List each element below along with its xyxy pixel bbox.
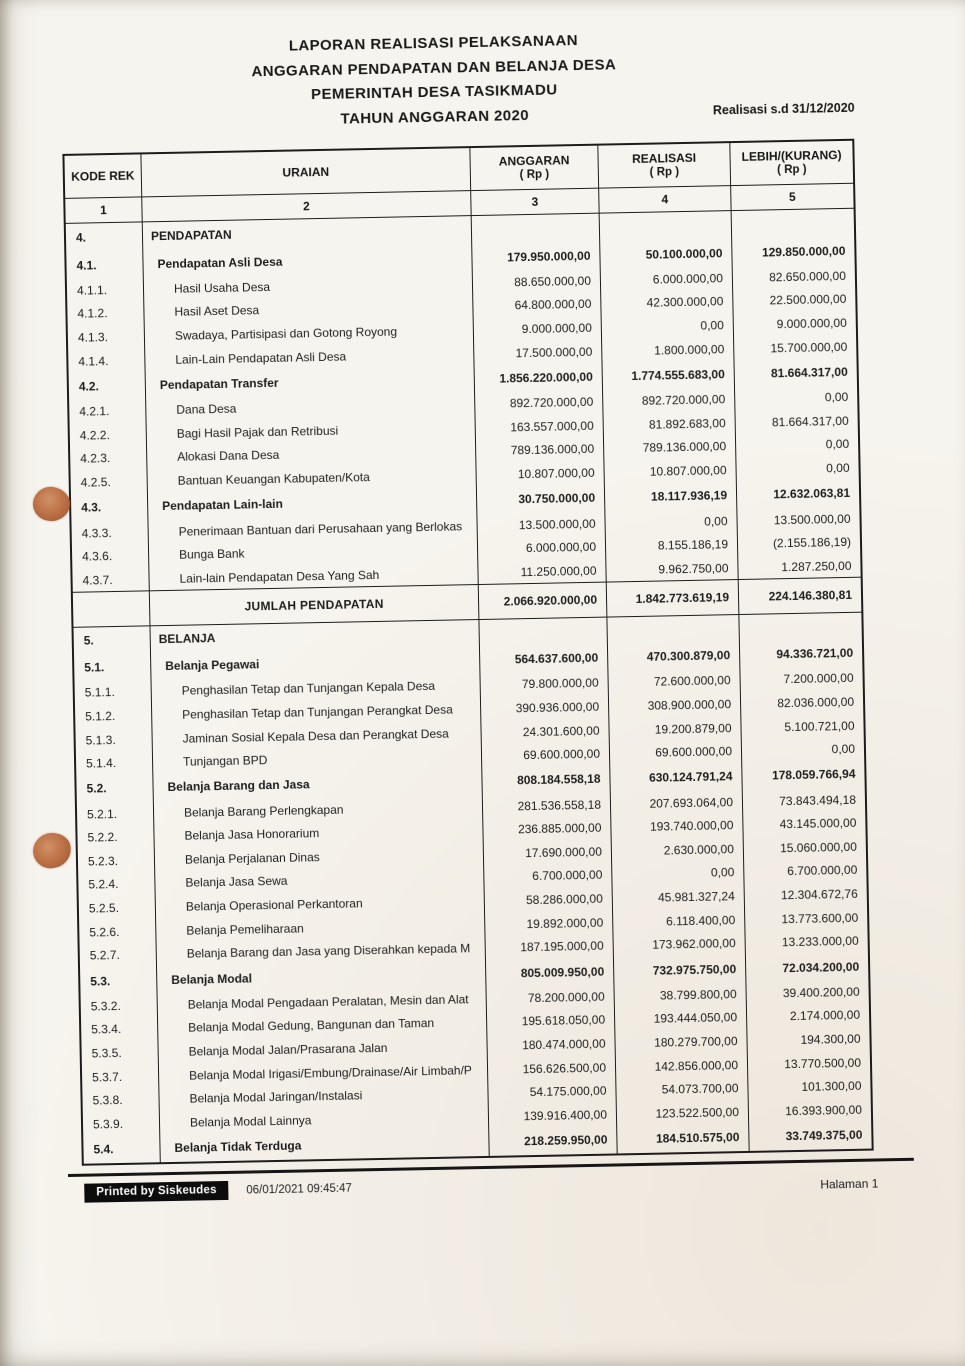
row-code: 5.1. xyxy=(84,660,105,675)
row-anggaran: 892.720.000,00 xyxy=(474,390,602,416)
row-realisasi: 54.073.700,00 xyxy=(615,1076,747,1102)
row-uraian: Penerimaan Bantuan dari Perusahaan yang Berlokas xyxy=(147,514,476,544)
row-anggaran: 58.286.000,00 xyxy=(484,887,612,913)
row-anggaran: 6.000.000,00 xyxy=(477,535,605,561)
col-number-2: 2 xyxy=(141,190,470,221)
row-lebih-kurang: 13.233.000,00 xyxy=(744,929,867,955)
row-lebih-kurang: (2.155.186,19) xyxy=(737,530,860,556)
row-anggaran: 79.800.000,00 xyxy=(479,671,607,697)
row-code: 4. xyxy=(75,230,87,245)
row-code: 4.1.3. xyxy=(77,330,109,345)
row-realisasi: 193.740.000,00 xyxy=(610,813,742,839)
row-lebih-kurang: 13.773.600,00 xyxy=(744,905,867,931)
row-anggaran: 19.892.000,00 xyxy=(484,910,612,936)
row-realisasi: 10.807.000,00 xyxy=(603,458,735,484)
row-code: 4.2.3. xyxy=(80,451,111,466)
row-lebih-kurang: 224.146.380,81 xyxy=(738,576,862,614)
row-lebih-kurang: 39.400.200,00 xyxy=(745,980,868,1006)
row-uraian: Hasil Aset Desa xyxy=(143,295,472,325)
row-lebih-kurang: 22.500.000,00 xyxy=(732,287,855,313)
row-anggaran: 2.066.920.000,00 xyxy=(478,581,607,619)
row-realisasi: 1.774.555.683,00 xyxy=(602,360,734,390)
col-number-1: 1 xyxy=(65,196,141,222)
row-anggaran: 64.800.000,00 xyxy=(472,292,600,318)
row-lebih-kurang: 73.843.494,18 xyxy=(742,788,865,814)
row-lebih-kurang: 82.650.000,00 xyxy=(732,264,855,290)
report-title-line-4: TAHUN ANGGARAN 2020 xyxy=(340,106,530,128)
row-realisasi: 308.900.000,00 xyxy=(608,692,740,718)
row-code: 5.3. xyxy=(90,973,111,989)
row-realisasi: 1.800.000,00 xyxy=(601,337,733,363)
row-uraian: Belanja Modal Irigasi/Embung/Drainase/Air Limbah/P xyxy=(158,1058,487,1088)
row-realisasi: 45.981.327,24 xyxy=(612,884,744,910)
row-uraian: Belanja Jasa Honorarium xyxy=(153,818,482,848)
row-realisasi: 207.693.064,00 xyxy=(610,790,742,816)
row-anggaran: 187.195.000,00 xyxy=(484,934,612,960)
row-code: 5.3.8. xyxy=(92,1093,123,1108)
row-uraian: Belanja Modal xyxy=(156,960,485,993)
row-uraian: Pendapatan Asli Desa xyxy=(142,244,471,277)
row-lebih-kurang: 13.770.500,00 xyxy=(747,1050,870,1076)
row-uraian: PENDAPATAN xyxy=(142,216,471,250)
row-anggaran: 1.856.220.000,00 xyxy=(474,363,602,392)
row-uraian: Belanja Modal Gedung, Bangunan dan Taman xyxy=(157,1011,486,1041)
row-code: 5.2.4. xyxy=(88,877,119,893)
col-header-uraian: URAIAN xyxy=(140,148,470,196)
row-realisasi: 69.600.000,00 xyxy=(609,739,741,765)
row-uraian: JUMLAH PENDAPATAN xyxy=(149,584,479,626)
row-realisasi: 173.962.000,00 xyxy=(612,931,744,957)
row-code: 4.1. xyxy=(76,257,97,273)
row-uraian: Lain-Lain Pendapatan Asli Desa xyxy=(144,342,473,372)
row-realisasi: 470.300.879,00 xyxy=(607,642,739,672)
row-code: 4.1.2. xyxy=(77,306,108,322)
row-realisasi: 0,00 xyxy=(611,861,743,887)
row-lebih-kurang: 16.393.900,00 xyxy=(748,1098,871,1124)
report-title-line-1: LAPORAN REALISASI PELAKSANAAN xyxy=(288,32,579,55)
row-lebih-kurang: 1.287.250,00 xyxy=(737,554,860,580)
row-lebih-kurang: 7.200.000,00 xyxy=(739,666,862,692)
row-code: 5.2. xyxy=(86,781,107,796)
row-code: 5.1.1. xyxy=(84,685,115,700)
row-realisasi: 0,00 xyxy=(604,509,736,535)
row-uraian: Belanja Jasa Sewa xyxy=(154,866,483,896)
row-uraian: Tunjangan BPD xyxy=(152,744,481,774)
row-uraian: Jaminan Sosial Kepala Desa dan Perangkat Desa xyxy=(151,721,480,751)
row-lebih-kurang: 0,00 xyxy=(734,385,857,411)
row-uraian: Penghasilan Tetap dan Tunjangan Kepala Desa xyxy=(151,674,480,704)
row-anggaran: 17.500.000,00 xyxy=(473,339,601,365)
row-anggaran: 789.136.000,00 xyxy=(475,437,603,463)
row-realisasi: 142.856.000,00 xyxy=(615,1053,747,1079)
row-uraian: Swadaya, Partisipasi dan Gotong Royong xyxy=(144,318,473,348)
row-lebih-kurang: 0,00 xyxy=(735,432,858,458)
row-uraian: Lain-lain Pendapatan Desa Yang Sah xyxy=(148,561,477,591)
report-title-line-3: PEMERINTAH DESA TASIKMADU xyxy=(310,81,558,104)
row-uraian: Penghasilan Tetap dan Tunjangan Perangkat Desa xyxy=(151,697,480,727)
col-number-5: 5 xyxy=(730,183,853,210)
row-uraian: Pendapatan Transfer xyxy=(145,365,474,398)
row-uraian: Belanja Modal Lainnya xyxy=(159,1105,488,1135)
row-anggaran: 390.936.000,00 xyxy=(480,695,608,721)
row-code: 5.2.6. xyxy=(89,924,120,940)
row-uraian: Belanja Modal Jaringan/Instalasi xyxy=(158,1081,487,1111)
row-uraian: Dana Desa xyxy=(145,392,474,422)
report-title-line-2: ANGGARAN PENDAPATAN DAN BELANJA DESA xyxy=(251,55,617,80)
row-realisasi: 2.630.000,00 xyxy=(611,837,743,863)
row-uraian: Alokasi Dana Desa xyxy=(146,440,475,470)
row-lebih-kurang: 129.850.000,00 xyxy=(731,237,854,266)
row-uraian: Belanja Operasional Perkantoran xyxy=(155,889,484,919)
row-code: 5.2.1. xyxy=(86,806,118,822)
row-realisasi: 42.300.000,00 xyxy=(600,290,732,316)
printed-by-badge: Printed by Siskeudes xyxy=(84,1181,229,1203)
row-lebih-kurang: 94.336.721,00 xyxy=(739,639,862,668)
row-anggaran: 78.200.000,00 xyxy=(485,985,613,1011)
row-lebih-kurang: 12.304.672,76 xyxy=(744,882,867,908)
row-realisasi: 732.975.750,00 xyxy=(613,955,745,985)
row-anggaran: 17.690.000,00 xyxy=(483,840,611,866)
row-anggaran: 69.600.000,00 xyxy=(481,742,609,768)
row-lebih-kurang: 81.664.317,00 xyxy=(733,358,856,387)
row-uraian: Belanja Barang dan Jasa xyxy=(152,768,481,801)
row-anggaran: 179.950.000,00 xyxy=(471,242,599,271)
row-lebih-kurang: 72.034.200,00 xyxy=(745,953,868,982)
budget-table xyxy=(62,139,873,1166)
row-code: 4.3. xyxy=(81,500,102,515)
row-anggaran: 13.500.000,00 xyxy=(476,511,604,537)
row-realisasi: 789.136.000,00 xyxy=(603,435,735,461)
row-code: 5.2.5. xyxy=(88,901,120,916)
row-anggaran: 156.626.500,00 xyxy=(487,1055,615,1081)
row-lebih-kurang: 5.100.721,00 xyxy=(740,713,863,739)
row-realisasi: 6.000.000,00 xyxy=(600,266,732,292)
row-lebih-kurang xyxy=(738,611,862,641)
col-header-anggaran: ANGGARAN ( Rp ) xyxy=(469,146,598,190)
row-realisasi: 1.842.773.619,19 xyxy=(606,579,739,618)
row-lebih-kurang: 0,00 xyxy=(741,737,864,763)
row-realisasi: 123.522.500,00 xyxy=(616,1100,748,1126)
row-lebih-kurang: 33.749.375,00 xyxy=(748,1121,871,1150)
row-uraian: Hasil Usaha Desa xyxy=(143,271,472,301)
row-anggaran: 54.175.000,00 xyxy=(487,1079,615,1105)
row-code: 5.1.3. xyxy=(85,732,116,748)
row-lebih-kurang: 13.500.000,00 xyxy=(736,506,859,532)
row-realisasi: 19.200.879,00 xyxy=(608,716,740,742)
row-code: 4.3.7. xyxy=(82,572,113,588)
row-anggaran: 30.750.000,00 xyxy=(476,484,604,513)
row-realisasi: 9.962.750,00 xyxy=(605,556,737,582)
row-code: 4.2.1. xyxy=(79,404,110,419)
row-code: 4.3.3. xyxy=(81,525,112,541)
row-anggaran: 236.885.000,00 xyxy=(482,816,610,842)
row-uraian: Bantuan Keuangan Kabupaten/Kota xyxy=(146,463,475,493)
row-uraian: Belanja Pegawai xyxy=(150,647,479,680)
col-header-kode-rek: KODE REK xyxy=(71,168,135,184)
row-anggaran: 11.250.000,00 xyxy=(477,559,605,585)
row-realisasi: 892.720.000,00 xyxy=(602,387,734,413)
row-lebih-kurang: 101.300,00 xyxy=(747,1074,870,1100)
row-uraian: Belanja Pemeliharaan xyxy=(155,913,484,943)
row-realisasi: 72.600.000,00 xyxy=(607,669,739,695)
row-anggaran xyxy=(478,616,607,646)
row-code: 4.2.5. xyxy=(80,475,111,490)
row-code: 5.1.2. xyxy=(85,708,116,724)
row-code: 4.3.6. xyxy=(82,549,113,564)
row-lebih-kurang: 82.036.000,00 xyxy=(740,690,863,716)
row-realisasi: 8.155.186,19 xyxy=(605,532,737,558)
row-code: 5.3.4. xyxy=(91,1022,122,1037)
report-title-block xyxy=(0,23,880,138)
row-code: 5.4. xyxy=(93,1142,114,1157)
col-number-4: 4 xyxy=(598,185,730,213)
row-uraian: Belanja Tidak Terduga xyxy=(159,1129,488,1162)
row-code: 4.2.2. xyxy=(79,427,110,443)
col-header-realisasi: REALISASI ( Rp ) xyxy=(597,143,730,188)
row-lebih-kurang: 9.000.000,00 xyxy=(733,311,856,337)
row-anggaran: 218.259.950,00 xyxy=(488,1126,616,1155)
row-anggaran xyxy=(471,214,600,244)
row-code xyxy=(73,590,150,627)
row-anggaran: 281.536.558,18 xyxy=(482,792,610,818)
row-code: 5.2.2. xyxy=(87,830,118,845)
row-lebih-kurang: 15.060.000,00 xyxy=(743,835,866,861)
row-lebih-kurang: 194.300,00 xyxy=(746,1027,869,1053)
row-anggaran: 24.301.600,00 xyxy=(480,718,608,744)
row-anggaran: 88.650.000,00 xyxy=(472,269,600,295)
row-code: 4.1.1. xyxy=(76,282,108,298)
row-anggaran: 564.637.600,00 xyxy=(479,644,607,673)
row-realisasi: 50.100.000,00 xyxy=(599,239,731,269)
col-number-3: 3 xyxy=(470,188,598,215)
row-realisasi: 193.444.050,00 xyxy=(614,1006,746,1032)
row-realisasi: 6.118.400,00 xyxy=(612,908,744,934)
row-code: 5.3.9. xyxy=(92,1116,124,1132)
row-anggaran: 195.618.050,00 xyxy=(486,1008,614,1034)
row-anggaran: 163.557.000,00 xyxy=(475,414,603,440)
row-realisasi xyxy=(606,614,739,645)
row-realisasi: 0,00 xyxy=(601,313,733,339)
realisasi-period-note: Realisasi s.d 31/12/2020 xyxy=(712,100,855,118)
row-uraian: BELANJA xyxy=(149,619,478,653)
row-code: 5.3.7. xyxy=(91,1069,123,1085)
row-realisasi: 38.799.800,00 xyxy=(613,982,745,1008)
row-realisasi xyxy=(599,211,732,242)
row-anggaran: 9.000.000,00 xyxy=(473,316,601,342)
row-lebih-kurang: 0,00 xyxy=(735,456,858,482)
row-code: 5.1.4. xyxy=(85,756,117,771)
row-uraian: Belanja Modal Pengadaan Peralatan, Mesin dan Alat xyxy=(157,987,486,1017)
row-uraian: Belanja Perjalanan Dinas xyxy=(154,842,483,872)
row-uraian: Belanja Modal Jalan/Prasarana Jalan xyxy=(157,1034,486,1064)
page-number: Halaman 1 xyxy=(820,1176,879,1192)
row-anggaran: 6.700.000,00 xyxy=(483,863,611,889)
printed-timestamp: 06/01/2021 09:45:47 xyxy=(246,1182,352,1197)
row-realisasi: 630.124.791,24 xyxy=(609,763,741,793)
row-uraian: Bunga Bank xyxy=(148,537,477,567)
row-code: 5.2.3. xyxy=(87,853,119,869)
row-anggaran: 139.916.400,00 xyxy=(488,1103,616,1129)
row-anggaran: 10.807.000,00 xyxy=(475,461,603,487)
row-anggaran: 805.009.950,00 xyxy=(485,958,613,987)
row-realisasi: 184.510.575,00 xyxy=(616,1124,748,1154)
row-anggaran: 808.184.558,18 xyxy=(481,765,609,794)
row-lebih-kurang: 6.700.000,00 xyxy=(743,858,866,884)
row-code: 5. xyxy=(83,632,94,648)
row-lebih-kurang: 81.664.317,00 xyxy=(734,409,857,435)
row-uraian: Belanja Barang dan Jasa yang Diserahkan kepada M xyxy=(156,936,485,966)
row-code: 4.2. xyxy=(78,379,100,394)
row-code: 5.2.7. xyxy=(89,948,120,963)
row-realisasi: 18.117.936,19 xyxy=(604,482,736,512)
row-code: 5.3.5. xyxy=(91,1046,122,1061)
row-lebih-kurang: 2.174.000,00 xyxy=(746,1003,869,1029)
row-code: 4.1.4. xyxy=(78,353,109,369)
row-lebih-kurang: 12.632.063,81 xyxy=(736,479,859,508)
row-anggaran: 180.474.000,00 xyxy=(486,1032,614,1058)
row-lebih-kurang: 43.145.000,00 xyxy=(742,811,865,837)
row-uraian: Belanja Barang Perlengkapan xyxy=(153,795,482,825)
row-lebih-kurang: 15.700.000,00 xyxy=(733,335,856,361)
row-lebih-kurang: 178.059.766,94 xyxy=(741,761,864,790)
row-code: 5.3.2. xyxy=(90,998,121,1014)
row-realisasi: 180.279.700,00 xyxy=(614,1029,746,1055)
row-lebih-kurang xyxy=(731,209,855,239)
table-body xyxy=(66,209,872,1164)
row-uraian: Bagi Hasil Pajak dan Retribusi xyxy=(146,416,475,446)
row-uraian: Pendapatan Lain-lain xyxy=(147,487,476,520)
row-realisasi: 81.892.683,00 xyxy=(602,411,734,437)
col-header-lebih-kurang: LEBIH/(KURANG) ( Rp ) xyxy=(729,141,853,185)
